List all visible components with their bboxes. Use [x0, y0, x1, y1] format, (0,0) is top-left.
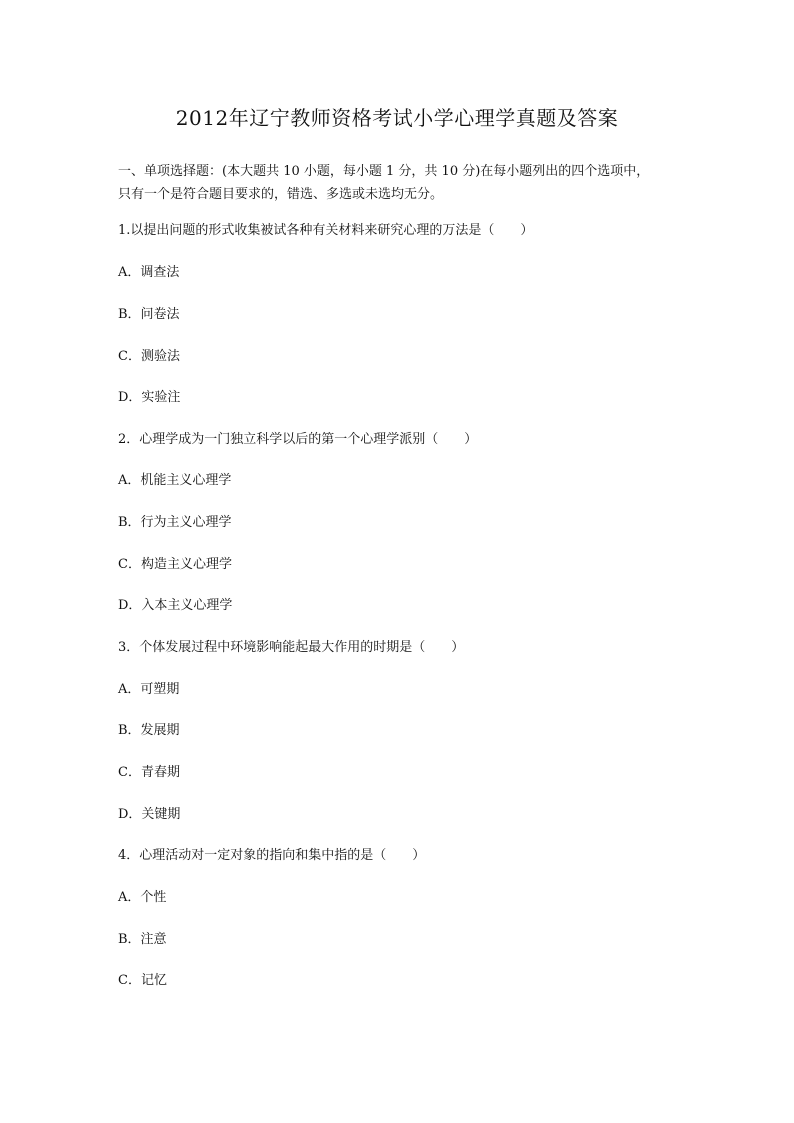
document-title: 2012年辽宁教师资格考试小学心理学真题及答案	[175, 106, 619, 130]
question-2-option-c: C．构造主义心理学	[118, 557, 232, 572]
question-3-option-d: D．关键期	[118, 807, 181, 822]
question-2-option-a: A．机能主义心理学	[118, 473, 232, 488]
question-3-stem: 3．个体发展过程中环境影响能起最大作用的时期是（ ）	[118, 640, 465, 655]
question-1-option-b: B．问卷法	[118, 307, 180, 322]
question-2-stem: 2．心理学成为一门独立科学以后的第一个心理学派别（ ）	[118, 432, 478, 447]
question-3-option-a: A．可塑期	[118, 682, 180, 697]
section-instructions-line-2: 只有一个是符合题目要求的，错选、多选或未选均无分。	[118, 187, 444, 202]
question-4-option-b: B．注意	[118, 932, 167, 947]
question-1-option-c: C．测验法	[118, 349, 180, 364]
section-instructions	[118, 160, 698, 206]
question-4-stem: 4．心理活动对一定对象的指向和集中指的是（ ）	[118, 848, 426, 863]
question-2-option-b: B．行为主义心理学	[118, 515, 232, 530]
question-2-option-d: D．入本主义心理学	[118, 598, 233, 613]
question-4-option-a: A．个性	[118, 890, 167, 905]
question-1-option-a: A．调查法	[118, 265, 180, 280]
question-1-stem: 1.以提出问题的形式收集被试各种有关材料来研究心理的万法是（ ）	[118, 223, 534, 238]
section-instructions-line-1: 一、单项选择题：(本大题共 10 小题，每小题 1 分，共 10 分)在每小题列出的四个选项中，	[118, 164, 650, 179]
question-3-option-c: C．青春期	[118, 765, 180, 780]
question-4-option-c: C．记忆	[118, 973, 167, 988]
question-3-option-b: B．发展期	[118, 723, 180, 738]
question-1-option-d: D．实验注	[118, 390, 181, 405]
